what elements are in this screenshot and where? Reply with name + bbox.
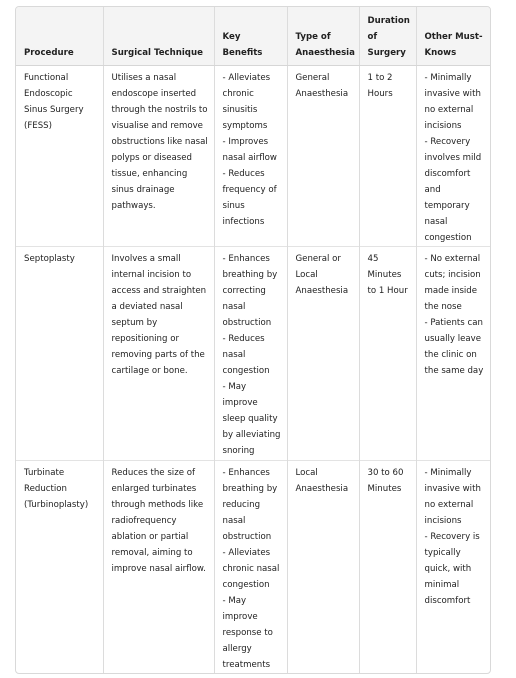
procedure-cell: Functional Endoscopic Sinus Surgery (FESS) bbox=[16, 66, 103, 247]
note-item: - Minimally invasive with no external incisions bbox=[424, 468, 481, 526]
note-item: - No external cuts; incision made inside the nose bbox=[424, 254, 481, 312]
benefits-cell bbox=[214, 461, 287, 674]
note-item: - Patients can usually leave the clinic on the same day bbox=[424, 318, 484, 376]
header-duration: Duration of Surgery bbox=[359, 7, 416, 66]
header-anaesthesia: Type of Anaesthesia bbox=[287, 7, 359, 66]
note-item: - Recovery is typically quick, with minimal discomfort bbox=[424, 532, 480, 606]
benefit-item: - Alleviates chronic sinusitis symptoms bbox=[222, 73, 271, 131]
anaesthesia-cell: General Anaesthesia bbox=[287, 66, 359, 247]
procedures-table-container bbox=[15, 6, 491, 674]
table-header-row bbox=[16, 7, 490, 66]
benefit-item: - Enhances breathing by correcting nasal obstruction bbox=[222, 254, 278, 328]
anaesthesia-cell: General or Local Anaesthesia bbox=[287, 247, 359, 461]
note-item: - Minimally invasive with no external incisions bbox=[424, 73, 481, 131]
header-procedure: Procedure bbox=[16, 7, 103, 66]
duration-cell: 1 to 2 Hours bbox=[359, 66, 416, 247]
header-key-benefits: Key Benefits bbox=[214, 7, 287, 66]
table-row bbox=[16, 247, 490, 461]
benefits-cell bbox=[214, 247, 287, 461]
notes-cell bbox=[416, 247, 490, 461]
procedure-cell: Turbinate Reduction (Turbinoplasty) bbox=[16, 461, 103, 674]
notes-cell bbox=[416, 66, 490, 247]
note-item: - Recovery involves mild discomfort and temporary nasal congestion bbox=[424, 137, 482, 243]
benefits-cell bbox=[214, 66, 287, 247]
benefit-item: - May improve response to allergy treatments bbox=[222, 596, 273, 670]
benefit-item: - Reduces frequency of sinus infections bbox=[222, 169, 277, 227]
technique-cell: Reduces the size of enlarged turbinates through methods like radiofrequency ablation or partial removal, aiming to improve nasal airflow. bbox=[103, 461, 214, 674]
duration-cell: 30 to 60 Minutes bbox=[359, 461, 416, 674]
technique-cell: Involves a small internal incision to access and straighten a deviated nasal septum by repositioning or removing parts of the cartilage or bone. bbox=[103, 247, 214, 461]
anaesthesia-cell: Local Anaesthesia bbox=[287, 461, 359, 674]
technique-cell: Utilises a nasal endoscope inserted through the nostrils to visualise and remove obstructions like nasal polyps or diseased tissue, enhancing sinus drainage pathways. bbox=[103, 66, 214, 247]
procedures-table bbox=[16, 7, 490, 673]
header-other-must-knows: Other Must-Knows bbox=[416, 7, 490, 66]
benefit-item: - Enhances breathing by reducing nasal obstruction bbox=[222, 468, 278, 542]
table-row bbox=[16, 461, 490, 674]
duration-cell: 45 Minutes to 1 Hour bbox=[359, 247, 416, 461]
benefit-item: - Reduces nasal congestion bbox=[222, 334, 270, 376]
procedure-cell: Septoplasty bbox=[16, 247, 103, 461]
header-surgical-technique: Surgical Technique bbox=[103, 7, 214, 66]
benefit-item: - Alleviates chronic nasal congestion bbox=[222, 548, 280, 590]
notes-cell bbox=[416, 461, 490, 674]
benefit-item: - Improves nasal airflow bbox=[222, 137, 277, 163]
benefit-item: - May improve sleep quality by alleviating snoring bbox=[222, 382, 281, 456]
table-row bbox=[16, 66, 490, 247]
